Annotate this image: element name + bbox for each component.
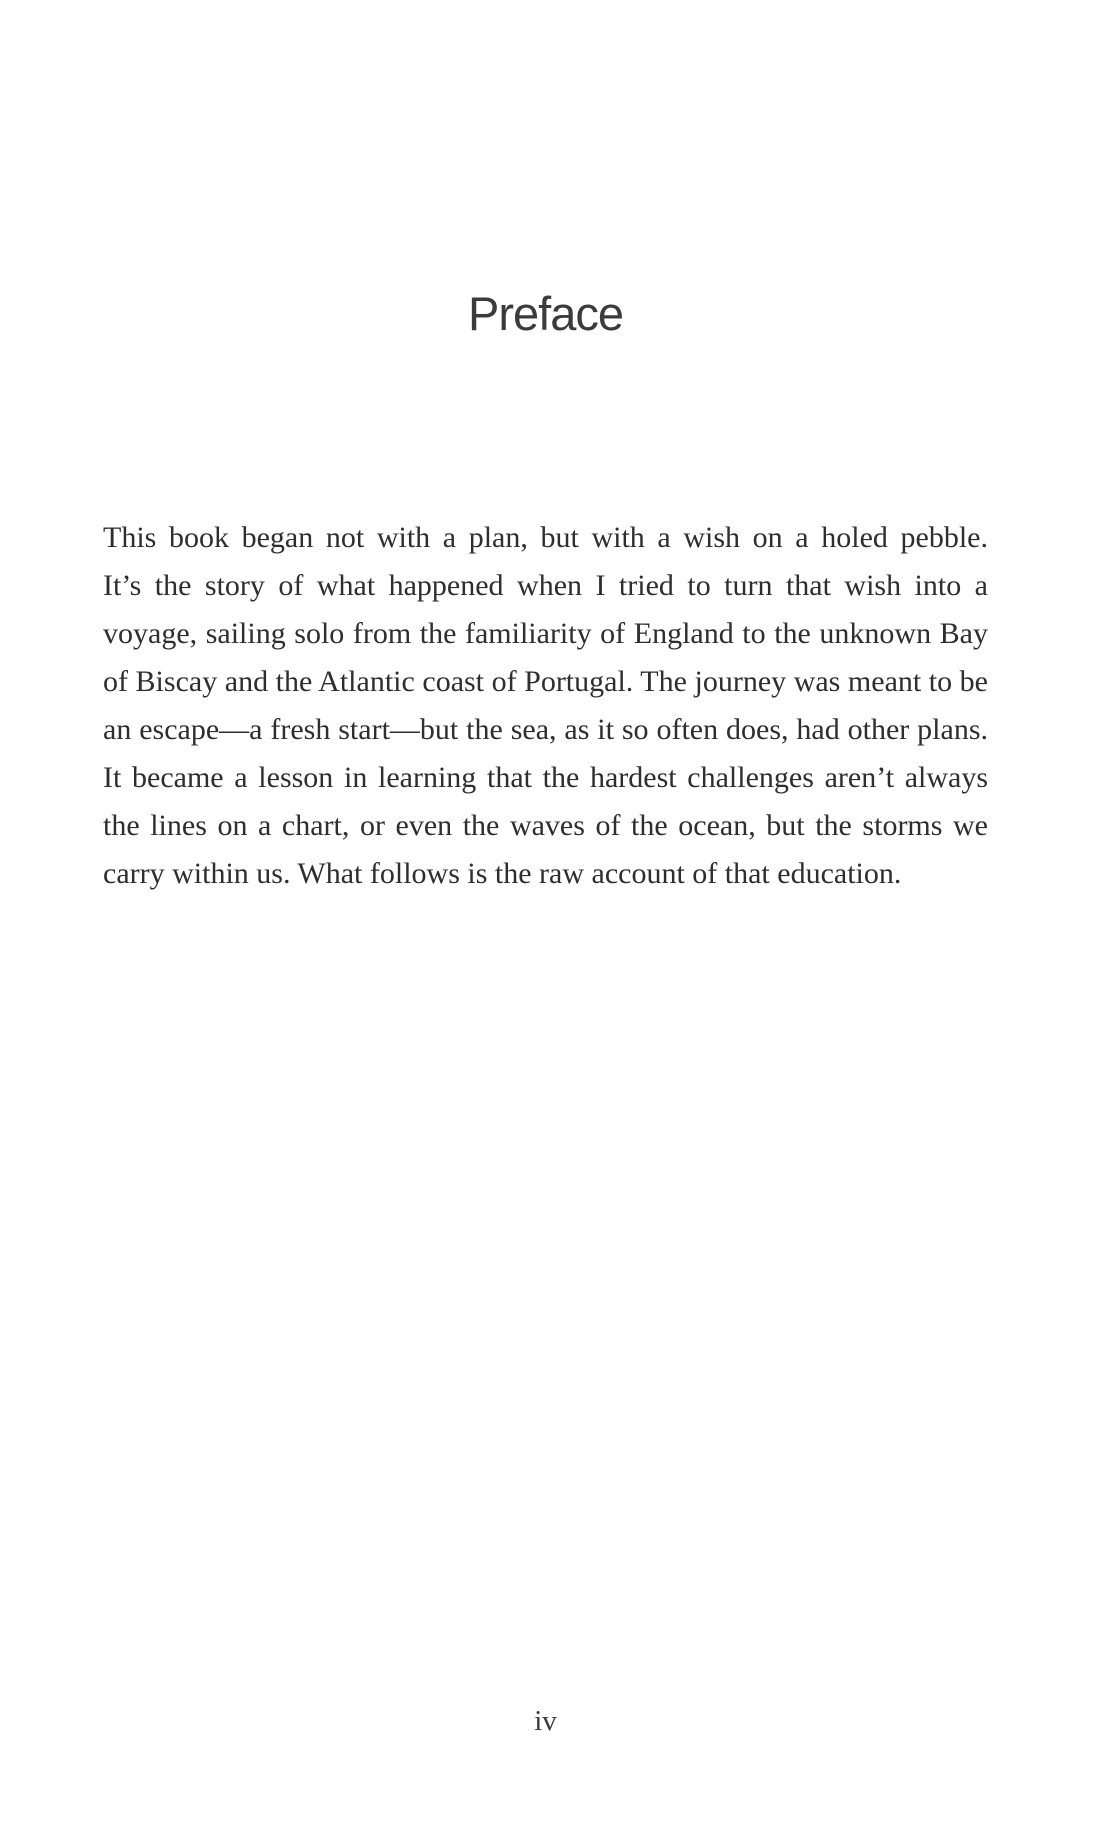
- body-text-line: It became a lesson in learning that the hardest challenges aren’t always: [103, 761, 988, 794]
- body-text-line: This book began not with a plan, but with a wish on a holed pebble.: [103, 521, 988, 554]
- body-text-line: voyage, sailing solo from the familiarity of England to the unknown Bay: [103, 617, 988, 650]
- body-text-line: the lines on a chart, or even the waves of the ocean, but the storms we: [103, 809, 988, 842]
- preface-paragraph: [103, 514, 988, 898]
- body-text-line: an escape—a fresh start—but the sea, as it so often does, had other plans.: [103, 713, 988, 746]
- body-text-line: It’s the story of what happened when I tried to turn that wish into a: [103, 569, 988, 602]
- body-text-line: carry within us. What follows is the raw account of that education.: [103, 857, 902, 890]
- body-text-line: of Biscay and the Atlantic coast of Portugal. The journey was meant to be: [103, 665, 988, 698]
- chapter-title: Preface: [468, 287, 623, 340]
- page-number: iv: [534, 1705, 557, 1737]
